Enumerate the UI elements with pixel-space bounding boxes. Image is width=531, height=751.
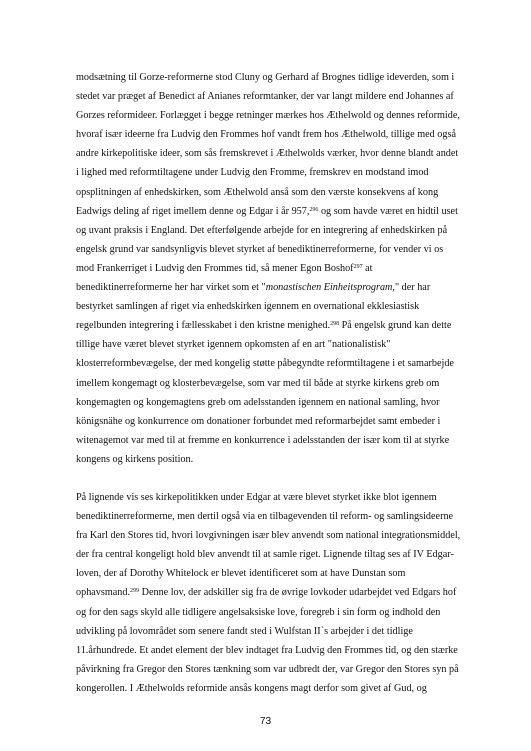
text-run: Gorzes reformideer. Forlægget i begge retninger mærkes hos Æthelwold og dennes reformide, bbox=[76, 110, 460, 122]
text-line bbox=[76, 278, 476, 297]
text-line bbox=[76, 374, 476, 393]
text-run: kongemagten og kongemagtens greb om adelsstanden igennem en national samling, hvor bbox=[76, 396, 440, 408]
footnote-marker: 296 bbox=[309, 206, 319, 213]
text-run: påvirkning fra Gregor den Stores tænkning som var udbredt der, var Gregor den Stores syn på bbox=[76, 663, 459, 675]
text-run: regelbunden integrering i fællesskabet i den kristne menighed. bbox=[76, 320, 331, 332]
text-line bbox=[76, 450, 476, 469]
text-run: benediktinerreformerne her har virket som et " bbox=[76, 282, 266, 294]
text-run: og som havde været en hidtil uset bbox=[318, 205, 458, 217]
text-run: königsnähe og konkurrence om donationer forbundet med reformarbejdet samt embeder i bbox=[76, 415, 441, 427]
text-line bbox=[76, 393, 476, 412]
text-line bbox=[76, 641, 476, 660]
text-run: ophavsmand. bbox=[76, 587, 131, 599]
text-run: andre kirkepolitiske ideer, som sås fremskrevet i Æthelwolds værker, hvor denne blandt andet bbox=[76, 148, 459, 160]
text-run: og uvant praksis i England. Det efterfølgende arbejde for en integrering af enhedskirken på bbox=[76, 224, 448, 236]
text-run: modsætning til Gorze-reformerne stod Cluny og Gerhard af Brognes tidlige ideverden, som i bbox=[76, 72, 455, 83]
text-run: " der har bbox=[394, 282, 431, 294]
text-run: Denne lov, der adskiller sig fra de øvrige lovkoder udarbejdet ved Edgars hof bbox=[139, 587, 457, 599]
text-line bbox=[76, 163, 476, 182]
body-text bbox=[76, 68, 476, 698]
text-run: imellem kongemagt og klosterbevægelse, som var med til både at styrke kirkens greb om bbox=[76, 377, 440, 389]
text-run: og for den sags skyld alle tidligere angelsaksiske love, foregreb i sin form og indhold den bbox=[76, 606, 441, 618]
text-line bbox=[76, 297, 476, 316]
footnote-marker: 298 bbox=[330, 321, 340, 328]
text-line bbox=[76, 106, 476, 125]
text-line bbox=[76, 507, 476, 526]
text-line bbox=[76, 431, 476, 450]
footnote-marker: 299 bbox=[130, 588, 140, 595]
text-run: mod Frankerriget i Ludvig den Frommes tid, så mener Egon Boshof bbox=[76, 262, 354, 274]
text-line bbox=[76, 68, 476, 87]
text-line bbox=[76, 316, 476, 335]
text-line bbox=[76, 622, 476, 641]
page-number: 73 bbox=[259, 716, 272, 727]
text-run: kongerollen. I Æthelwolds reformide ansås kongens magt derfor som givet af Gud, og bbox=[76, 682, 427, 694]
text-line bbox=[76, 335, 476, 354]
text-run: engelsk grund var sandsynligvis blevet styrket af benediktinerreformerne, for vender vi os bbox=[76, 243, 444, 255]
text-run: fra Karl den Stores tid, hvori lovgivningen især blev anvendt som national integrationsmiddel, bbox=[76, 530, 461, 542]
text-line bbox=[76, 526, 476, 545]
text-line bbox=[76, 259, 476, 278]
text-run: i lighed med reformtiltagene under Ludvig den Fromme, fremskrev en modstand imod bbox=[76, 167, 429, 179]
text-run: Eadwigs deling af riget imellem denne og Edgar i år 957, bbox=[76, 205, 310, 217]
text-line bbox=[76, 412, 476, 431]
text-line bbox=[76, 87, 476, 106]
text-run: hvoraf især ideerne fra Ludvig den Frommes hof vandt frem hos Æthelwold, tillige med også bbox=[76, 129, 456, 141]
text-line bbox=[76, 660, 476, 679]
text-run: klosterreformbevægelse, der med kongelig støtte påbegyndte reformtiltagene i et samarbejde bbox=[76, 358, 454, 370]
text-run: 11.århundrede. Et andet element der blev indtaget fra Ludvig den Frommes tid, og den stærke bbox=[76, 644, 458, 656]
text-run: udvikling på lovområdet som senere fandt sted i Wulfstan II`s arbejder i det tidlige bbox=[76, 625, 413, 637]
text-line bbox=[76, 603, 476, 622]
text-line bbox=[76, 183, 476, 202]
text-line bbox=[76, 564, 476, 583]
paragraph bbox=[76, 488, 476, 698]
text-run: På lignende vis ses kirkepolitikken under Edgar at være blevet styrket ikke blot igennem bbox=[76, 491, 437, 503]
text-run: benediktinerreformerne, men dertil også via en tilbagevenden til reform- og samlingsideerne bbox=[76, 511, 454, 523]
text-line bbox=[76, 144, 476, 163]
text-run: kongens og kirkens position. bbox=[76, 453, 194, 465]
text-line bbox=[76, 354, 476, 373]
text-run: opsplitningen af enhedskirken, som Æthelwold anså som den værste konsekvens af kong bbox=[76, 186, 439, 198]
text-run: at bbox=[362, 262, 373, 274]
text-line bbox=[76, 679, 476, 698]
text-run: bestyrket samlingen af riget via enhedskirken igennem en overnational ekklesiastisk bbox=[76, 301, 420, 313]
text-line bbox=[76, 202, 476, 221]
text-run: stedet var præget af Benedict af Anianes reformtanker, der var langt mildere end Johannes af bbox=[76, 91, 454, 103]
text-line bbox=[76, 583, 476, 602]
text-run: På engelsk grund kan dette bbox=[339, 320, 452, 332]
text-run: witenagemot var med til at fremme en konkurrence i adelsstanden der især kom til at styrke bbox=[76, 434, 450, 446]
paragraph bbox=[76, 68, 476, 469]
text-run: der fra central kongeligt hold blev anvendt til at samle riget. Lignende tiltag ses af IV Edgar- bbox=[76, 549, 454, 561]
text-line bbox=[76, 545, 476, 564]
text-line bbox=[76, 488, 476, 507]
text-run: loven, der af Dorothy Whitelock er blevet identificeret som at have Dunstan som bbox=[76, 568, 406, 580]
text-line bbox=[76, 221, 476, 240]
text-line bbox=[76, 240, 476, 259]
italic-text: monastischen Einheitsprogram, bbox=[265, 282, 395, 294]
text-run: tillige have været blevet styrket igennem opkomsten af en art "nationalistisk" bbox=[76, 339, 391, 351]
footnote-marker: 297 bbox=[353, 263, 363, 270]
text-line bbox=[76, 125, 476, 144]
